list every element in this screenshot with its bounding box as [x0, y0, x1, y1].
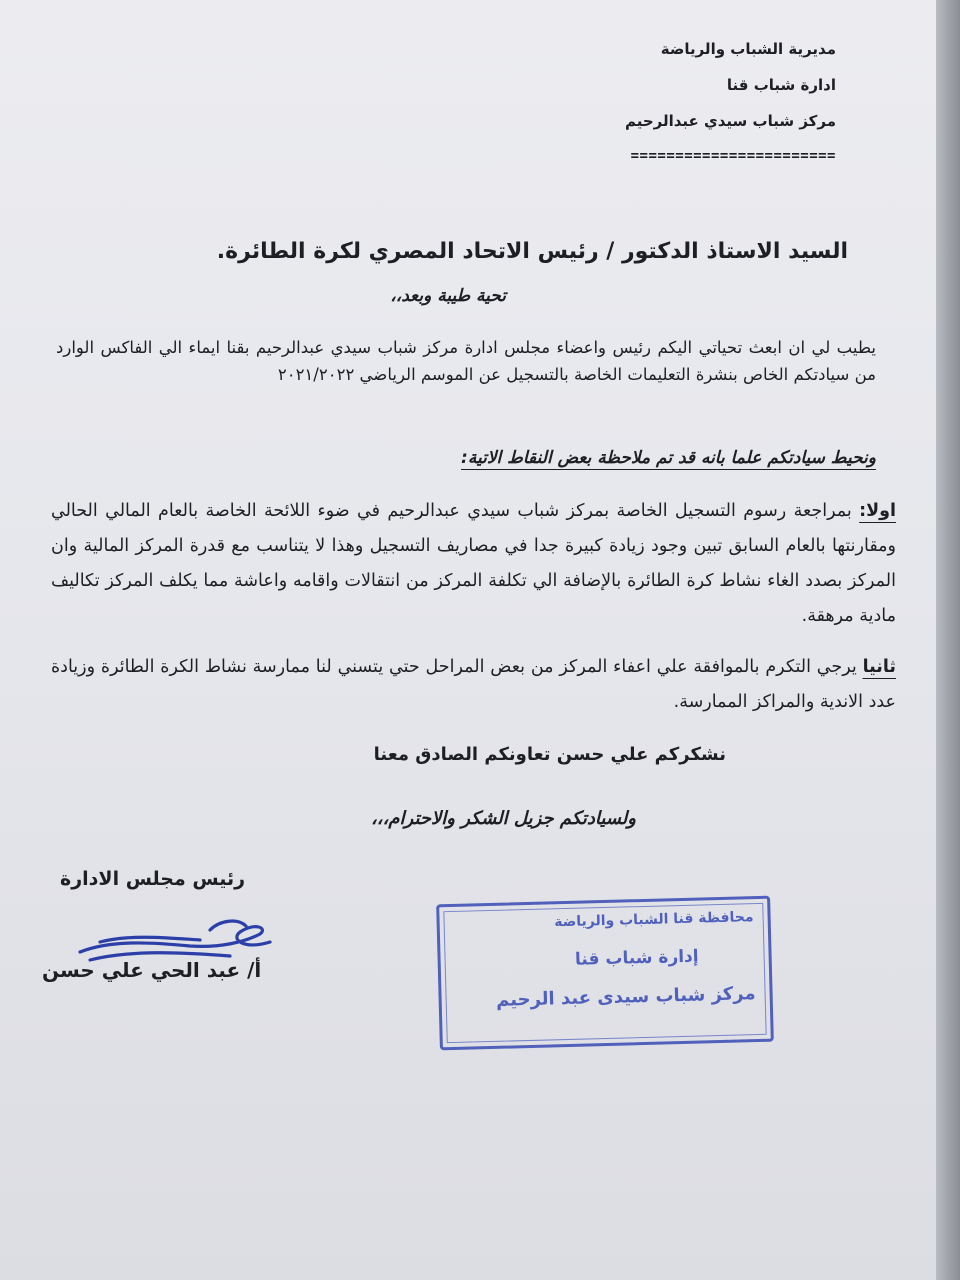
point-second-text: يرجي التكرم بالموافقة علي اعفاء المركز من بعض المراحل حتي يتسني لنا ممارسة نشاط الكرة الطائرة وزيادة عدد الاندية والمراكز الممارسة. [51, 657, 896, 712]
point-first [51, 494, 896, 634]
point-second-label: ثانيا [862, 657, 896, 677]
official-stamp [436, 896, 774, 1051]
greeting: تحية طيبة وبعد،، [390, 286, 506, 306]
addressee-line: السيد الاستاذ الدكتور / رئيس الاتحاد المصري لكرة الطائرة. [216, 239, 848, 264]
closing-regards: ولسيادتكم جزيل الشكر والاحترام،،، [370, 808, 636, 829]
closing-thanks: نشكركم علي حسن تعاونكم الصادق معنا [373, 744, 726, 765]
intro-paragraph: يطيب لي ان ابعث تحياتي اليكم رئيس واعضاء مجلس ادارة مركز شباب سيدي عبدالرحيم بقنا ايماء الي الفاكس الوارد من سيادتكم الخاص بنشرة التعليمات الخاصة بالتسجيل عن الموسم الرياضي ٢٠٢١/٢٠٢٢ [56, 338, 876, 384]
page-edge-shadow [936, 0, 960, 1280]
letterhead-center: مركز شباب سيدي عبدالرحيم [624, 112, 836, 130]
signer-name: أ/ عبد الحي علي حسن [42, 958, 262, 982]
letterhead [496, 36, 836, 164]
stamp-line-3: مركز شباب سيدى عبد الرحيم [495, 983, 756, 1011]
point-first-text: بمراجعة رسوم التسجيل الخاصة بمركز شباب سيدي عبدالرحيم في ضوء اللائحة الخاصة بالعام المالي الحالي ومقارنتها بالعام السابق تبين وجود زيادة كبيرة جدا في مصاريف التسجيل وهذا لا يتناسب مع قدرة المركز المالية وان المركز بصدد الغاء نشاط كرة الطائرة بالإضافة الي تكلفة المركز من انتقالات واقامه واعاشة مما يكلف المركز تكاليف مادية مرهقة. [51, 501, 896, 626]
point-second [51, 650, 896, 720]
letterhead-administration: ادارة شباب قنا [726, 76, 836, 94]
stamp-line-1: محافظة قنا الشباب والرياضة [554, 909, 754, 931]
signer-title: رئيس مجلس الادارة [60, 868, 246, 890]
point-first-label: اولا: [859, 501, 896, 521]
notice-heading: ونحيط سيادتكم علما بانه قد تم ملاحظة بعض النقاط الاتية: [461, 448, 876, 468]
letterhead-directorate: مديرية الشباب والرياضة [660, 40, 836, 58]
letterhead-divider: ======================= [630, 148, 836, 164]
stamp-line-2: إدارة شباب قنا [574, 946, 699, 970]
